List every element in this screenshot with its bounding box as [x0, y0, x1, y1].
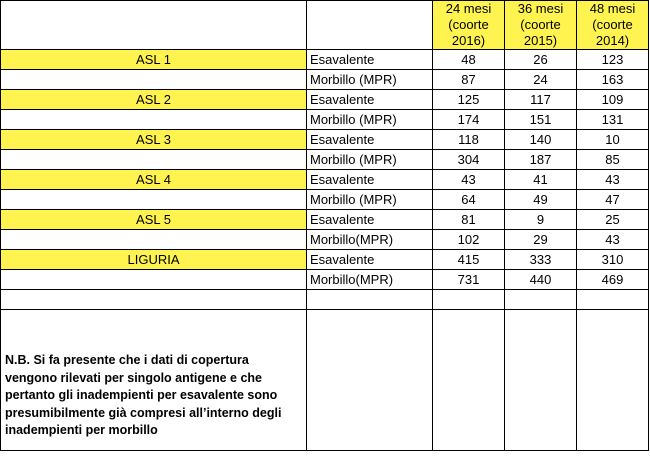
footnote-line: pertanto gli inadempienti per esavalente sono [5, 388, 278, 402]
header-line: (coorte [448, 17, 489, 32]
spacer-row [1, 290, 649, 310]
empty-cell[interactable] [433, 290, 505, 310]
value-cell[interactable]: 118 [433, 130, 505, 150]
value-cell[interactable]: 26 [505, 50, 577, 70]
value-cell[interactable]: 125 [433, 90, 505, 110]
vaccine-type-cell[interactable]: Esavalente [307, 130, 433, 150]
empty-cell[interactable] [1, 70, 307, 90]
header-line: 24 mesi [445, 1, 492, 16]
table-row [1, 210, 649, 230]
value-cell[interactable]: 49 [505, 190, 577, 210]
value-cell[interactable]: 43 [577, 170, 649, 190]
empty-cell[interactable] [577, 310, 649, 451]
footnote [5, 352, 305, 440]
empty-cell[interactable] [1, 1, 307, 50]
empty-cell[interactable] [1, 110, 307, 130]
value-cell[interactable]: 163 [577, 70, 649, 90]
vaccine-type-cell[interactable]: Morbillo (MPR) [307, 150, 433, 170]
region-cell[interactable]: ASL 3 [1, 130, 307, 150]
footnote-line: presumibilmente già compresi all’interno degli [5, 405, 282, 420]
table-row [1, 270, 649, 290]
header-line: (coorte [520, 17, 561, 32]
value-cell[interactable]: 29 [505, 230, 577, 250]
vaccine-type-cell[interactable]: Esavalente [307, 50, 433, 70]
value-cell[interactable]: 47 [577, 190, 649, 210]
empty-cell[interactable] [307, 1, 433, 50]
table-row [1, 150, 649, 170]
region-cell[interactable]: ASL 2 [1, 90, 307, 110]
vaccine-type-cell[interactable]: Esavalente [307, 250, 433, 270]
region-cell[interactable]: ASL 1 [1, 50, 307, 70]
empty-cell[interactable] [1, 230, 307, 250]
header-24-mesi[interactable] [433, 1, 505, 50]
table-row [1, 50, 649, 70]
table-row [1, 190, 649, 210]
vaccine-type-cell[interactable]: Morbillo (MPR) [307, 110, 433, 130]
empty-cell[interactable] [577, 290, 649, 310]
value-cell[interactable]: 731 [433, 270, 505, 290]
value-cell[interactable]: 87 [433, 70, 505, 90]
value-cell[interactable]: 48 [433, 50, 505, 70]
value-cell[interactable]: 310 [577, 250, 649, 270]
empty-cell[interactable] [1, 270, 307, 290]
value-cell[interactable]: 43 [433, 170, 505, 190]
empty-cell[interactable] [433, 310, 505, 451]
header-line: (coorte [592, 17, 633, 32]
region-cell[interactable]: ASL 4 [1, 170, 307, 190]
region-cell[interactable]: ASL 5 [1, 210, 307, 230]
footnote-line: vengono rilevati per singolo antigene e che [5, 370, 263, 385]
value-cell[interactable]: 109 [577, 90, 649, 110]
vaccine-type-cell[interactable]: Morbillo(MPR) [307, 230, 433, 250]
value-cell[interactable]: 469 [577, 270, 649, 290]
value-cell[interactable]: 10 [577, 130, 649, 150]
table-row [1, 70, 649, 90]
empty-cell[interactable] [1, 190, 307, 210]
table-row [1, 250, 649, 270]
header-line: 2015) [523, 33, 558, 48]
header-line: 48 mesi [589, 1, 636, 16]
value-cell[interactable]: 81 [433, 210, 505, 230]
value-cell[interactable]: 140 [505, 130, 577, 150]
table-row [1, 230, 649, 250]
value-cell[interactable]: 64 [433, 190, 505, 210]
header-line: 2016) [451, 33, 486, 48]
value-cell[interactable]: 85 [577, 150, 649, 170]
vaccine-type-cell[interactable]: Morbillo(MPR) [307, 270, 433, 290]
value-cell[interactable]: 41 [505, 170, 577, 190]
value-cell[interactable]: 131 [577, 110, 649, 130]
value-cell[interactable]: 415 [433, 250, 505, 270]
empty-cell[interactable] [307, 290, 433, 310]
value-cell[interactable]: 102 [433, 230, 505, 250]
vaccine-type-cell[interactable]: Esavalente [307, 90, 433, 110]
footnote-line: N.B. Si fa presente che i dati di copertura [5, 353, 249, 367]
vaccine-type-cell[interactable]: Morbillo (MPR) [307, 70, 433, 90]
value-cell[interactable]: 117 [505, 90, 577, 110]
empty-cell[interactable] [505, 310, 577, 451]
empty-cell[interactable] [307, 310, 433, 451]
table-row [1, 170, 649, 190]
value-cell[interactable]: 187 [505, 150, 577, 170]
header-row [1, 1, 649, 50]
value-cell[interactable]: 123 [577, 50, 649, 70]
value-cell[interactable]: 25 [577, 210, 649, 230]
vaccine-type-cell[interactable]: Esavalente [307, 210, 433, 230]
table-row [1, 130, 649, 150]
value-cell[interactable]: 43 [577, 230, 649, 250]
value-cell[interactable]: 174 [433, 110, 505, 130]
empty-cell[interactable] [1, 290, 307, 310]
header-48-mesi[interactable] [577, 1, 649, 50]
value-cell[interactable]: 9 [505, 210, 577, 230]
region-cell[interactable]: LIGURIA [1, 250, 307, 270]
header-line: 2014) [595, 33, 630, 48]
header-line: 36 mesi [517, 1, 564, 16]
value-cell[interactable]: 151 [505, 110, 577, 130]
empty-cell[interactable] [505, 290, 577, 310]
value-cell[interactable]: 333 [505, 250, 577, 270]
table-row [1, 90, 649, 110]
value-cell[interactable]: 440 [505, 270, 577, 290]
vaccine-type-cell[interactable]: Esavalente [307, 170, 433, 190]
footnote-line: inadempienti per morbillo [5, 423, 158, 437]
header-36-mesi[interactable] [505, 1, 577, 50]
table-row [1, 110, 649, 130]
value-cell[interactable]: 24 [505, 70, 577, 90]
value-cell[interactable]: 304 [433, 150, 505, 170]
vaccine-type-cell[interactable]: Morbillo (MPR) [307, 190, 433, 210]
empty-cell[interactable] [1, 150, 307, 170]
